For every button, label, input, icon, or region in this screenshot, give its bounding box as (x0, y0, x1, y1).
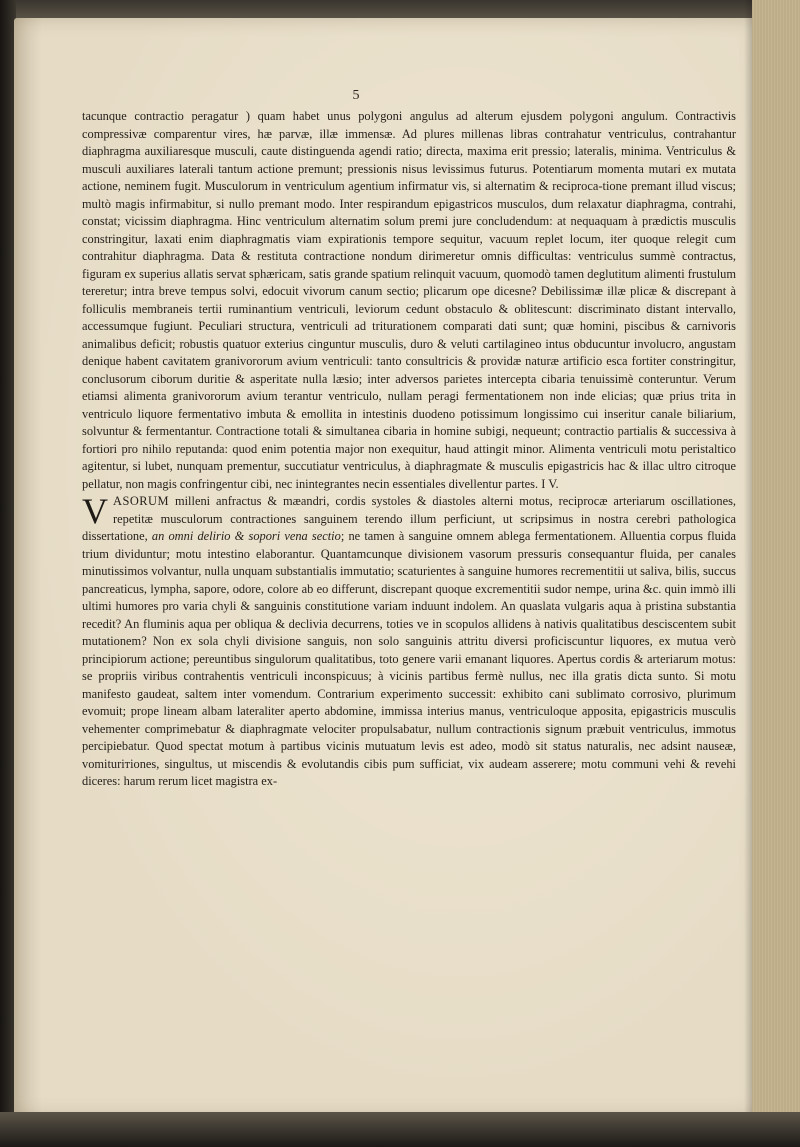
paragraph-2-lead: ASORUM (113, 494, 170, 508)
paragraph-2-text-b: ; ne tamen à sanguine omnem ablega fermentationem. Alluentia corpus fluida trium dividuntur; motu intestino elaborantur. Quantamcunque divisionem vasorum pressuris consequantur fluida, per canales minutissimos volvantur, nulla unquam substantialis immutatio; scaturientes à sanguine humores recrementitii ut saliva, bilis, succus pancreaticus, lympha, sapore, odore, colore ab eo differunt, discrepant quoque excrementitii sudor nempe, urina &c. quin immò illi ultimi humores pro varia chyli & sanguinis constitutione variam induunt indolem. An quaslata vulgaris aqua à pristina substantia recedit? An fluminis aqua per obliqua & declivia decurrens, toties ve in scopulos allidens à nativis qualitatibus desciscentem subit mutationem? Non ex sola chyli divisione sanguis, non solo sanguinis attritu diversi proficiscuntur liquores, ex mutua verò principiorum actione; pereuntibus singulorum qualitatibus, toto genere varii emanant liquores. Apertus cordis & arteriarum motus: se propriis viribus contrahentis ventriculi inconspicuus; à vicinis partibus fermè nullus, nec illa gratis dicta sunto. Si motu manifesto gaudeat, saltem inter vomendum. Contrarium experimento successit: exhibito cani sublimato corrosivo, plurimum evomuit; prope lineam albam lateraliter aperto abdomine, immissa interius manus, ventriculoque apposita, epigastricis musculis vehementer comprimebatur & diaphragmate velociter propulsabatur, nullum contractionis signum præbuit ventriculus, immotus percipiebatur. Quod spectat motum à partibus vicinis mutuatum levis est adeo, modò sit status naturalis, nec adsint nauseæ, vomiturітiones, singultus, ut miscendis & evolutandis cibis pum sufficiat, vix audeam asserere; motu communi vehi & revehi diceres: harum rerum licet magistra ex- (82, 529, 737, 788)
section-label: I V. (541, 476, 559, 491)
drop-cap: V (82, 491, 108, 531)
paragraph-1 (82, 108, 736, 493)
paragraph-1-text: tacunque contractio peragatur ) quam habet unus polygoni angulus ad alterum ejusdem polygoni angulum. Contractivis compressivæ comparentur vires, hæ parvæ, illæ immensæ. Ad plures millenas libras contrahatur ventriculus, contrahantur diaphragma auxiliaresque musculi, caute distinguenda agendi ratio; directa, maxima erit pressio; lateralis, minima. Ventriculus & musculi auxiliares laterali tantum actione premunt; pressionis nisus levissimus futurus. Potentiarum momenta mutari ex mutata actione, neminem fugit. Musculorum in ventriculum agentium infirmatur vis, si alternatim & reciproca-tione premant illud viscus; multò magis infirmabitur, si nullo premant modo. Inter respirandum epigastricos musculos, dum relaxatur diaphragma, contrahi, constat; vicissim diaphragma. Hinc ventriculum alternatim solum premi jure concludendum: at nequaquam à prædictis musculis constringitur, laxati enim diaphragmatis viam expirationis tempore sequitur, vacuum replet locum, iter quoque relegit cum contrahitur diaphragma. Data & restituta contractione nondum dirimeretur omnis difficultas: ventriculus summè contractus, figuram ex superius allatis servat sphæricam, satis grande spatium relinquit vacuum, quomodò tamen deglutitum alimenti frustulum tereretur; intra breve tempus solvi, edocuit vivorum canum sectio; plicarum ope dicesne? Debilissimæ illæ plicæ & discrepant à folliculis membraneis tertii ruminantium ventriculi, leviorum cedunt obstaculo & oblitescunt: discriminato distant intervallo, accessumque fugiunt. Peculiari structura, ventriculi ad triturationem comparati dati sunt; quæ homini, piscibus & carnivoris animalibus deficit; robustis quatuor exterius cinguntur musculis, duro & veluti cartilagineo intus obducuntur involucro, angustam denique habent cavitatem granivororum avium ventriculi: tanto consultricis & providæ naturæ artificio esca fortiter constringitur, conclusorum ciborum duritie & asperitate nulla læsio; inter adversos parietes intercepta cibaria tenuissimè conteruntur. Verum etiamsi alimenta granivororum avium terantur ventriculo, nullam peragi fermentationem non inde elicias; quæ prius trita in ventriculo liquore fermentativo imbuta & emollita in intestinis duodeno potissimum longissimo cui inseritur canale biliarium, solvuntur & fermentantur. Contractione totali & simultanea cibaria in homine subigi, nequeunt; contractio partialis & successiva à fortiori pro nihilo reputanda: quod enim potentia major non exequitur, haud attingit minor. Alimenta ventriculi motu peristaltico agitentur, si lubet, nunquam prementur, succutiatur ventriculus, à diaphragmate & musculis epigastricis hac & illac ultro citroque pellatur, non magis confringentur cibi, nec inintegrantes necin essentiales divellentur partes. (82, 109, 736, 491)
page-sheet (14, 18, 758, 1116)
paragraph-2-text-a: milleni anfractus & mæandri, cordis systoles & diastoles alterni motus, reciprocæ arteriarum oscillationes, repetitæ musculorum contractiones sanguinem terendo illum perficiunt, ut scripsimus in nostra cerebri pathologica dissertatione, (82, 494, 736, 543)
book-fore-edge (752, 0, 800, 1147)
body-text (82, 108, 736, 791)
book-bottom-edge (0, 1112, 800, 1147)
book-top-edge (0, 0, 800, 20)
page-number: 5 (352, 88, 360, 103)
paragraph-2-italic: an omni delirio & sopori vena sectio (147, 529, 341, 543)
paragraph-2 (82, 493, 736, 791)
